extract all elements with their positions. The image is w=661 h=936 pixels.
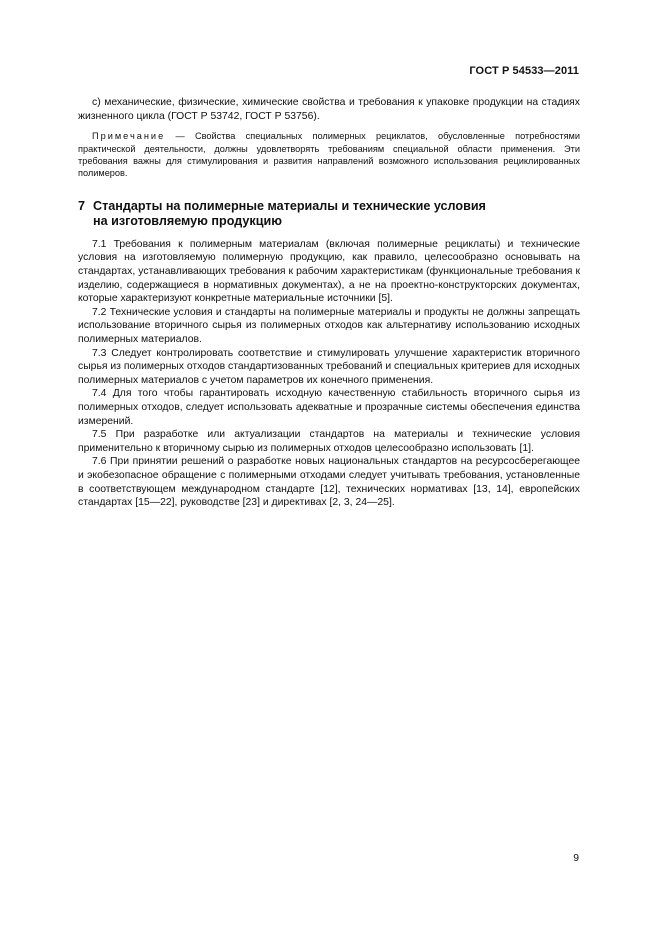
paragraph-7-5: 7.5 При разработке или актуализации стандартов на материалы и технические условия применительно к вторичному сырью из полимерных отходов целесообразно использовать [1].: [78, 429, 580, 454]
document-id: ГОСТ Р 54533—2011: [469, 65, 579, 77]
note: [78, 130, 580, 180]
note-label: Примечание: [92, 131, 166, 142]
paragraph-7-1: 7.1 Требования к полимерным материалам (включая полимерные рециклаты) и технические условия на изготовляемую полимерную продукцию, как правило, целесообразно основывать на стандартах, устанавливающих требования к рабочим характеристикам (функциональные требования к изделию, содержащиеся в нормативных документах), а не на проектно-конструкторских документах, которые характеризуют конкретные материальные источники [5].: [78, 238, 580, 305]
paragraph-7-6: 7.6 При принятии решений о разработке новых национальных стандартов на ресурсосберегающее и экобезопасное обращение с полимерными отходами следует учитывать требования, установленные в соответствующем международном стандарте [12], технических нормативах [13, 14], европейских стандартах [15—22], руководстве [23] и директивах [2, 3, 24—25].: [78, 456, 580, 509]
page-body: [78, 96, 580, 510]
section-number: 7: [78, 198, 86, 213]
paragraph-7-2: 7.2 Технические условия и стандарты на полимерные материалы и продукты не должны запрещать использование вторичного сырья из полимерных отходов как альтернативу использованию исходных полимерных материалов.: [78, 306, 580, 345]
note-text: — Свойства специальных полимерных рециклатов, обусловленные потребностями практической деятельности, должны удовлетворять требованиям специальной области применения. Эти требования важны для стимулирования и развития направлений возможного использования рециклированных полимеров.: [78, 131, 580, 179]
paragraph-7-4: 7.4 Для того чтобы гарантировать исходную качественную стабильность вторичного сырья из полимерных отходов, следует использовать адекватные и прозрачные системы обеспечения единства измерений.: [78, 388, 580, 427]
section-heading: [78, 199, 580, 229]
paragraph-7-3: 7.3 Следует контролировать соответствие и стимулировать улучшение характеристик вторичного сырья из полимерных отходов стандартизованных требований и специальных критериев для исходных полимерных материалов с учетом параметров их конечного применения.: [78, 347, 580, 386]
section-title-line2: на изготовляемую продукцию: [93, 213, 282, 228]
section-title-line1: Стандарты на полимерные материалы и технические условия: [93, 198, 486, 213]
page-number: 9: [573, 853, 579, 864]
list-item-c: с) механические, физические, химические свойства и требования к упаковке продукции на стадиях жизненного цикла (ГОСТ Р 53742, ГОСТ Р 53756).: [78, 97, 580, 122]
